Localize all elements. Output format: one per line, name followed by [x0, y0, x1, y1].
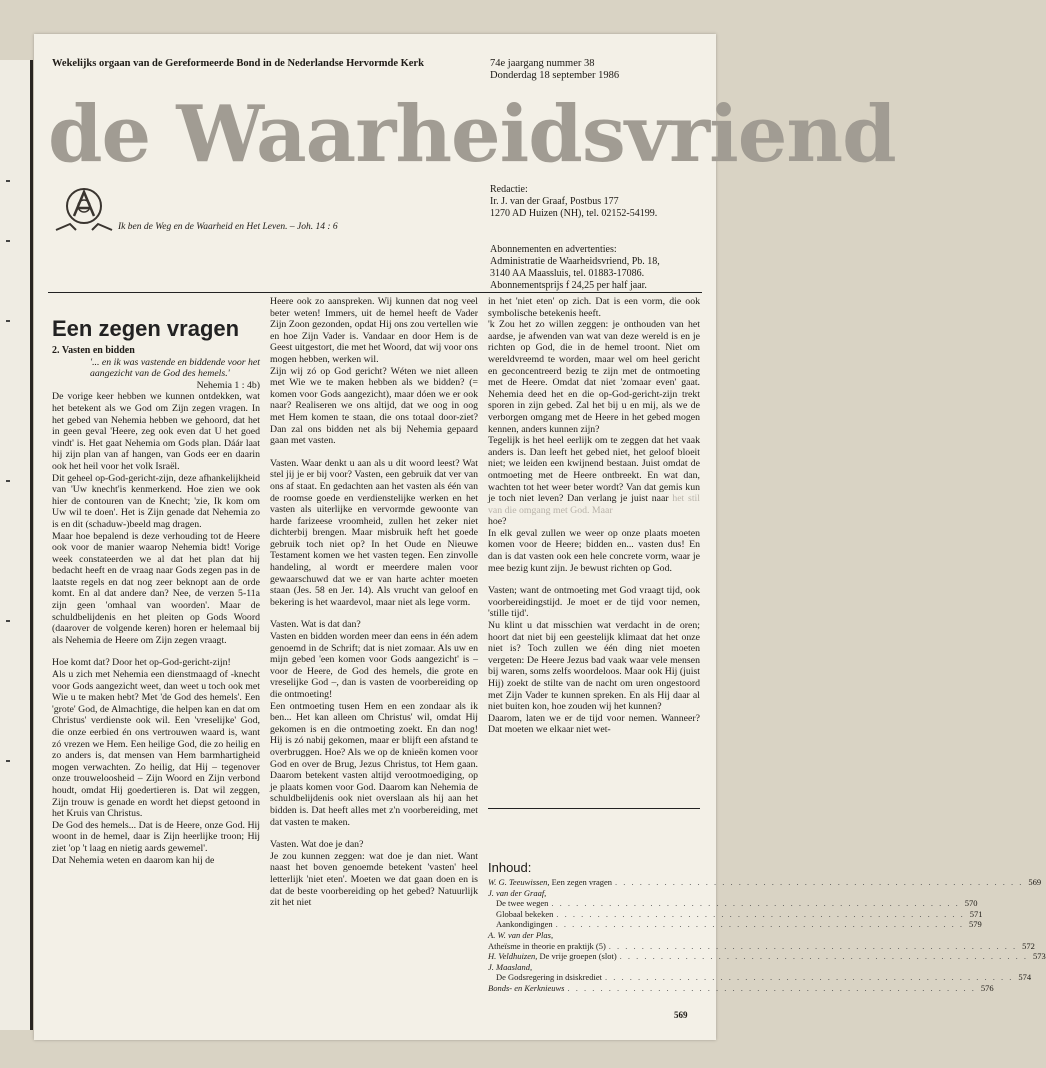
- motto: Ik ben de Weg en de Waarheid en Het Leven. – Joh. 14 : 6: [118, 222, 338, 232]
- toc-author: J. Maasland,: [488, 961, 533, 972]
- masthead-tagline: Wekelijks orgaan van de Gereformeerde Bond in de Nederlandse Hervormde Kerk: [52, 58, 424, 69]
- paragraph: Hoe komt dat? Door het op-God-gericht-zijn!: [52, 657, 231, 669]
- toc-title-text: Globaal bekeken: [496, 908, 554, 919]
- margin-mark: [6, 480, 10, 482]
- margin-mark: [6, 320, 10, 322]
- header-rule: [48, 292, 702, 293]
- toc-entry: [488, 919, 982, 930]
- paragraph: 'k Zou het zo willen zeggen: je onthouden van het aardse, je afwenden van wat van deze wereld is en je richten op God, die in de hemel troont. Niet om wereldvreemd te worden, maar wel om heel gericht en geconcentreerd bezig te zijn met de ontmoeting met de Heere. Omdat dat niet 'zomaar even' gaat. Nehemia deed het en die op-God-gericht-zijn trekt sporen in zijn gebed. Zal het bij u en mij, als we de verborgen omgang met de Heere in het gebed mogen kennen, anders kunnen zijn?: [488, 319, 700, 435]
- margin-mark: [6, 240, 10, 242]
- table-of-contents: [488, 860, 1046, 994]
- toc-title-text: Atheïsme in theorie en praktijk (5): [488, 940, 606, 951]
- paragraph: Maar hoe bepalend is deze verhouding tot de Heere ook voor de manier waarop Nehemia bidt! Vorige week constateerden we al dat het plan dat hij bedacht heeft en de vraag naar Gods zegen pas in de laatste regels en dat nog zeer beknopt aan de orde komt. En al dat andere dan? Nee, de verzen 5-11a zijn geen 'omhaal van woorden'. Maar de schuldbelijdenis en het pleiten op Gods Woord (daarover de volgende keren) horen er helemaal bij als Nehemia de Heere om Zijn zegen vraagt.: [52, 530, 260, 646]
- column-3-rule: [488, 808, 700, 809]
- issue-info: [490, 58, 690, 82]
- paragraph: Nu klint u dat misschien wat verdacht in de oren; hoort dat niet bij een geestelijk klimaat dat het onze niet is? Toch zullen we één ding niet moeten vergeten: De Heere Jezus bad vaak waar vele mensen bij waren, soms zelfs woordeloos. Maar ook Hij (juist Hij) zoekt de stilte van de nacht om uren ongestoord met Zijn Vader te kunnen spreken. En als Hij daar al niet buiten kon, hoe zouden wij het kunnen?: [488, 620, 700, 713]
- paragraph: De vorige keer hebben we kunnen ontdekken, wat het betekent als we God om Zijn zegen vragen. In het gebed van Nehemia hebben we gehoord, dat het in geen geval 'Heere, zeg ook even dat U het goed vindt' is. Het gaat Nehemia om Gods plan. Dáár laat hij zijn plan van af hangen, van Gods eer en daarin ook het heil voor het volk Israël.: [52, 391, 260, 472]
- toc-author: J. van der Graaf,: [488, 887, 547, 898]
- toc-entry: [488, 940, 1035, 952]
- redactie-line: 1270 AD Huizen (NH), tel. 02152-54199.: [490, 208, 658, 219]
- paragraph-text: Tegelijk is het heel eerlijk om te zeggen dat het vaak anders is. Dan leeft het gebed niet, het geloof bloeit niet; we leiden een kwijnend bestaan. Juist omdat de ontmoeting met de Heere ontbreekt. En wat dan, wachten tot het weer beter wordt? Van dat gemis kun je toch niet leven? Dan verlang je juist naar: [488, 435, 700, 505]
- faded-text: het stil van die omgang met God. Maar: [488, 493, 700, 516]
- subscription-line: Abonnementsprijs f 24,25 per half jaar.: [490, 280, 647, 291]
- toc-entry: [488, 888, 698, 899]
- paragraph: Vasten. Wat is dat dan?: [270, 619, 361, 631]
- toc-author: H. Veldhuizen,: [488, 951, 538, 962]
- paragraph: Daarom, laten we er de tijd voor nemen. Wanneer? Dat moeten we elkaar niet wet-: [488, 712, 700, 736]
- toc-page: 572: [1022, 940, 1035, 951]
- toc-author: A. W. van der Plas,: [488, 929, 554, 940]
- logo-emblem: [54, 184, 114, 234]
- issue-date: Donderdag 18 september 1986: [490, 70, 620, 81]
- paragraph: Heere ook zo aanspreken. Wij kunnen dat nog veel beter weten! Immers, uit de hemel heeft de Vader Zijn Zoon gezonden, opdat Hij ons zou vertellen wie en hoe Zijn Vader is. Vandaar en door Hem is de Geest uitgestort, die met het Woord, dat wij voor ons mogen hebben, werken wil.: [270, 296, 478, 365]
- paragraph: [488, 435, 700, 516]
- article-subtitle: 2. Vasten en bidden: [52, 345, 135, 356]
- paragraph: Een ontmoeting tusen Hem en een zondaar als ik ben... Het kan alleen om Christus' wil, omdat Hij gekomen is en die ontmoeting zoekt. En dan nog! Hij is zó nabij gekomen, maar er blijft een afstand te overbruggen. Hoe? Als we op de knieën komen voor God en over de Brug, Jezus Christus, tot Hem gaan. Daarom betekent vasten altijd verootmoediging, op je plaats komen voor God. Daarom kan Nehemia de schuldbelijdenis ook niet overslaan als hij aan het bidden is. Dat heeft alles met z'n voorbereiding, met dat vasten te maken.: [270, 700, 478, 828]
- epigraph: '... en ik was vastende en biddende voor het aangezicht van de God des hemels.': [90, 356, 260, 380]
- epigraph-reference: Nehemia 1 : 4b): [196, 379, 260, 391]
- toc-title-text: De Godsregering in dsiskrediet: [496, 972, 602, 983]
- paragraph: De God des hemels... Dat is de Heere, onze God. Hij woont in de hemel, daar is Zijn heerlijke troon; Hij ziet 'op 't laag en nietig aards gewemel'.: [52, 819, 260, 854]
- margin-mark: [6, 180, 10, 182]
- paragraph: Als u zich met Nehemia een dienstmaagd of -knecht voor Gods aangezicht weet, dan weet u toch ook met Wie u te maken hebt? Met 'de God des hemels'. Een 'grote' God, de Almachtige, die helpen kan en dat om Christus' verdienste ook wil. Een 'vreselijke' God, die onze eerbied én ons vertrouwen waard is, want zó vrezen we Hem. Een heilige God, die zo heilig en zo anders is, dat mensen van Hem barmhartigheid mogen verwachten. Zo heilig, dat Hij – tegenover onze trouweloosheid – Zijn Woord en Zijn verbond houdt, omdat Hij goedertieren is. Dat wil zeggen, Zijn trouw is genade en wordt het diepst getoond in het Kruis van Christus.: [52, 669, 260, 820]
- page-number: 569: [674, 1010, 688, 1020]
- toc-entry: [488, 951, 1046, 962]
- article-title: Een zegen vragen: [52, 316, 240, 341]
- article-column-2: [270, 296, 478, 909]
- subscription-line: Abonnementen en advertenties:: [490, 244, 617, 255]
- toc-title-text: Aankondigingen: [496, 919, 553, 930]
- margin-mark: [6, 760, 10, 762]
- toc-title-text: De vrije groepen (slot): [539, 951, 617, 962]
- subscription-line: Administratie de Waarheidsvriend, Pb. 18,: [490, 256, 660, 267]
- paragraph: Dit geheel op-God-gericht-zijn, deze afhankelijkheid van 'Uw knecht'is kenmerkend. Hoe zien we ook hier de contouren van de Knecht; 'zie, Ik kom om Uw wil te doen'. Het is Zijn genade dat Nehemia zo is en dit (schaduw-)beeld mag dragen.: [52, 472, 260, 530]
- emblem-icon: [54, 184, 114, 234]
- toc-title-text: De twee wegen: [496, 898, 549, 909]
- paragraph: Je zou kunnen zeggen: wat doe je dan niet. Want naast het boven genoemde betekent 'vasten' heel letterlijk 'niet eten'. Moeten we dat gaan doen en is dat de beste voorbereiding op het gebed? Natuurlijk zit het niet: [270, 850, 478, 909]
- issue-number: 74e jaargang nummer 38: [490, 58, 595, 69]
- paragraph: Vasten. Wat doe je dan?: [270, 839, 364, 851]
- previous-page-edge: [0, 60, 33, 1030]
- redactie-block: [490, 184, 710, 220]
- paragraph: In elk geval zullen we weer op onze plaats moeten komen voor de Heere; bidden en... vasten dus! En dan is dat vasten ook een hele concrete vorm, waar je mee bezig kunt zijn. Je bewust richten op God.: [488, 527, 700, 574]
- toc-entry: [488, 908, 983, 920]
- toc-list: [488, 877, 1046, 994]
- paragraph: Zijn wij zó op God gericht? Wéten we niet alleen met Wie we te maken hebben als we bidden? (= komen voor Gods aangezicht), maar dóen we er ook naar? Realiseren we ons altijd, dat we oog in oog met Hem komen te staan, die ons totaal door-ziet? Dan zal ons bidden net als bij Nehemia gepaard gaan met vasten.: [270, 365, 478, 447]
- newspaper-page: [34, 34, 1046, 1040]
- article-column-3: [488, 296, 700, 736]
- toc-page: 570: [964, 898, 978, 909]
- paragraph: Vasten. Waar denkt u aan als u dit woord leest? Wat stel jij je er bij voor? Vasten, een gebruik dat ver van ons af staat. En gedachten aan het vasten als één van de roomse goede en verdienstelijke werken en het vasten als uiterlijke en vervormde gewoonte van harde farizeese vroomheid, zullen het zeker niet dichterbij brengen. Maar misbruik heft het goede gebruik toch niet op? In het Oude en Nieuwe Testament komen we het vasten tegen. Een zinvolle handeling, al wordt er meerdere malen voor gewaarschuwd dat we er van harte achter moeten staan (Jes. 58 en Jer. 14). Als vrucht van geloof en bekering is het waardevol, maar niet als lege vorm.: [270, 457, 478, 608]
- toc-page: 571: [969, 908, 983, 919]
- toc-page: 576: [980, 982, 994, 993]
- toc-entry: [488, 972, 1032, 983]
- newspaper-title: de Waarheidsvriend: [48, 89, 896, 180]
- article-column-1: [52, 316, 260, 866]
- toc-author: W. G. Teeuwissen,: [488, 877, 550, 887]
- subscription-line: 3140 AA Maassluis, tel. 01883-17086.: [490, 268, 645, 279]
- redactie-line: Ir. J. van der Graaf, Postbus 177: [490, 196, 619, 207]
- toc-entry: [488, 898, 978, 909]
- toc-page: 573: [1033, 951, 1046, 962]
- paragraph: in het 'niet eten' op zich. Dat is een vorm, die ook symbolische betekenis heeft.: [488, 296, 700, 319]
- toc-author: Bonds- en Kerknieuws: [488, 982, 565, 993]
- toc-page: 569: [1028, 877, 1042, 887]
- subscription-block: [490, 244, 716, 292]
- toc-title: Inhoud:: [488, 860, 532, 875]
- paragraph: Vasten en bidden worden meer dan eens in één adem genoemd in de Schrift; dat is niet zomaar. Als uw en mijn gebed 'een komen voor Gods aangezicht' is – voor de Heere, de God des hemels, die grote en vreselijke God –, dan is vasten de voorbereiding op die ontmoeting!: [270, 631, 478, 700]
- toc-entry: [488, 877, 1042, 888]
- toc-entry: [488, 930, 698, 941]
- redactie-line: Redactie:: [490, 184, 528, 195]
- toc-title-text: Een zegen vragen: [551, 877, 613, 887]
- toc-entry: [488, 982, 994, 994]
- toc-entry: [488, 962, 698, 973]
- toc-page: 579: [969, 919, 982, 930]
- paragraph: Dat Nehemia weten en daarom kan hij de: [52, 854, 215, 866]
- paragraph: Vasten; want de ontmoeting met God vraagt tijd, ook voorbereidingstijd. Je moet er de tijd voor nemen, 'stille tijd'.: [488, 585, 700, 620]
- margin-mark: [6, 620, 10, 622]
- paragraph: hoe?: [488, 516, 507, 528]
- toc-page: 574: [1018, 972, 1032, 983]
